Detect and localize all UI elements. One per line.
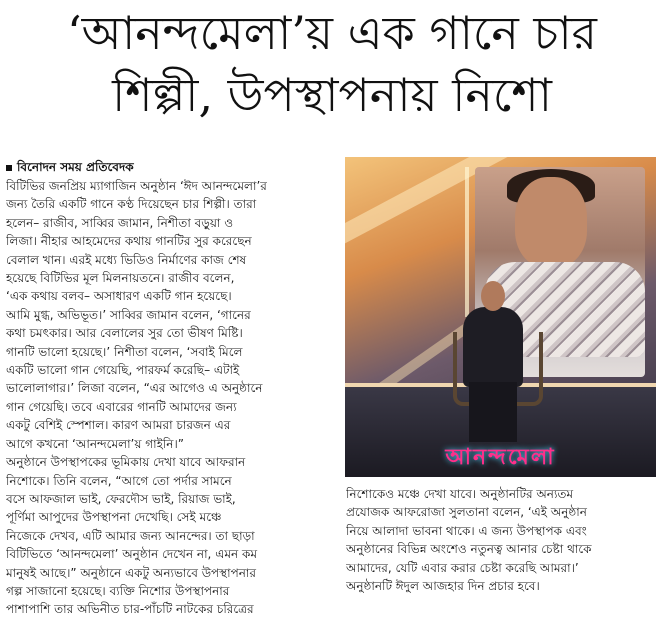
body-line: নিশোকে। তিনি বলেন, “আগে তো পর্দার সামনে [6, 473, 232, 488]
body-line: একটু বেশিই স্পেশাল। কারণ আমরা চারজন এর [6, 418, 231, 433]
body-line: পাশাপাশি তার অভিনীত চার-পাঁচটি নাটকের চরিত্রের [6, 602, 254, 617]
body-line: অনুষ্ঠানটি ঈদুল আজহার দিন প্রচার হবে। [346, 579, 540, 594]
host-head [481, 281, 505, 311]
body-line: গল্প সাজানো হয়েছে। ব্যক্তি নিশোর উপস্থাপনার [6, 583, 230, 598]
show-logo: আনন্দমেলা [445, 445, 556, 470]
headline-line-1: ‘আনন্দমেলা’য় এক গানে চার [67, 6, 597, 60]
body-line: ভালোলাগার।’ লিজা বলেন, “এর আগেও এ অনুষ্ঠানে [6, 381, 263, 396]
body-line: গানটি ভালো হয়েছে।’ নিশীতা বলেন, ‘সবাই মিলে [6, 344, 243, 359]
body-line: জন্য তৈরি একটি গানে কণ্ঠ দিয়েছেন চার শিল্পী। তারা [6, 197, 257, 212]
body-line: লিজা। নীহার আহমেদের কথায় গানটির সুর করেছেন [6, 234, 252, 249]
body-line: বসে আফজাল ভাই, ফেরদৌস ভাই, রিয়াজ ভাই, [6, 491, 236, 506]
body-line: বিটিভিতে ‘আনন্দমেলা’ অনুষ্ঠান দেখেন না, এমন কম [6, 547, 258, 562]
body-line: নিজেকে দেখব, এটি আমার জন্য আনন্দের। তা ছাড়া [6, 528, 255, 543]
headline [0, 2, 664, 126]
body-line: নিশোকেও মঞ্চে দেখা যাবে। অনুষ্ঠানটির অন্যতম [346, 487, 574, 501]
body-line: নিয়ে আলাদা ভাবনা থাকে। এ জন্য উপস্থাপক এবং [346, 523, 587, 538]
backdrop-portrait-face [515, 177, 587, 267]
stage-light-beam [465, 167, 469, 317]
body-line: প্রযোজক আফরোজা সুলতানা বলেন, ‘এই অনুষ্ঠান [346, 505, 587, 520]
host-figure [463, 307, 523, 387]
body-line: অনুষ্ঠানের বিভিন্ন অংশেও নতুনত্ব আনার চেষ্টা থাকে [346, 542, 592, 557]
body-line: গান গেয়েছি। তবে এবারের গানটি আমাদের জন্য [6, 399, 237, 414]
body-line: বিটিভির জনপ্রিয় ম্যাগাজিন অনুষ্ঠান ‘ঈদ আনন্দমেলা’র [6, 179, 267, 193]
body-line: অনুষ্ঠানে উপস্থাপকের ভূমিকায় দেখা যাবে আফরান [6, 455, 246, 470]
body-line: পূর্ণিমা আপুদের উপস্থাপনা দেখেছি। সেই মঞ্চে [6, 510, 222, 525]
body-line: আমি মুগ্ধ, অভিভূত।’ সাব্বির জামান বলেন, ‘গানের [6, 307, 251, 322]
article-body-right [346, 485, 658, 595]
host-legs [469, 382, 517, 442]
bullet-icon [6, 165, 12, 171]
article-body-left [6, 177, 332, 619]
article-photo [345, 157, 656, 477]
body-line: বেলাল খান। এরই মধ্যে ভিডিও নির্মাণের কাজ শেষ [6, 252, 247, 267]
body-line: আমাদের, যেটি এবার করার চেষ্টা করেছি আমরা।’ [346, 560, 579, 575]
body-line: একটি ভালো গান গেয়েছি, পারফর্ম করেছি– এটাই [6, 363, 240, 378]
body-line: হলেন– রাজীব, সাব্বির জামান, নিশীতা বড়ুয়া ও [6, 215, 234, 230]
byline-text: বিনোদন সময় প্রতিবেদক [17, 160, 134, 174]
body-line: ‘এক কথায় বলব– অসাধারণ একটি গান হয়েছে। [6, 289, 232, 304]
body-line: কথা চমৎকার। আর বেলালের সুর তো ভীষণ মিষ্টি। [6, 326, 243, 341]
byline [6, 158, 336, 177]
headline-line-2: শিল্পী, উপস্থাপনায় নিশো [112, 68, 552, 122]
body-line: হয়েছে বিটিভির মূল মিলনায়তনে। রাজীব বলেন, [6, 271, 235, 286]
body-line: আগে কখনো ‘আনন্দমেলা’য় গাইনি।” [6, 436, 184, 451]
body-line: মানুষই আছে।” অনুষ্ঠানে একটু অন্যভাবে উপস্থাপনার [6, 565, 256, 580]
